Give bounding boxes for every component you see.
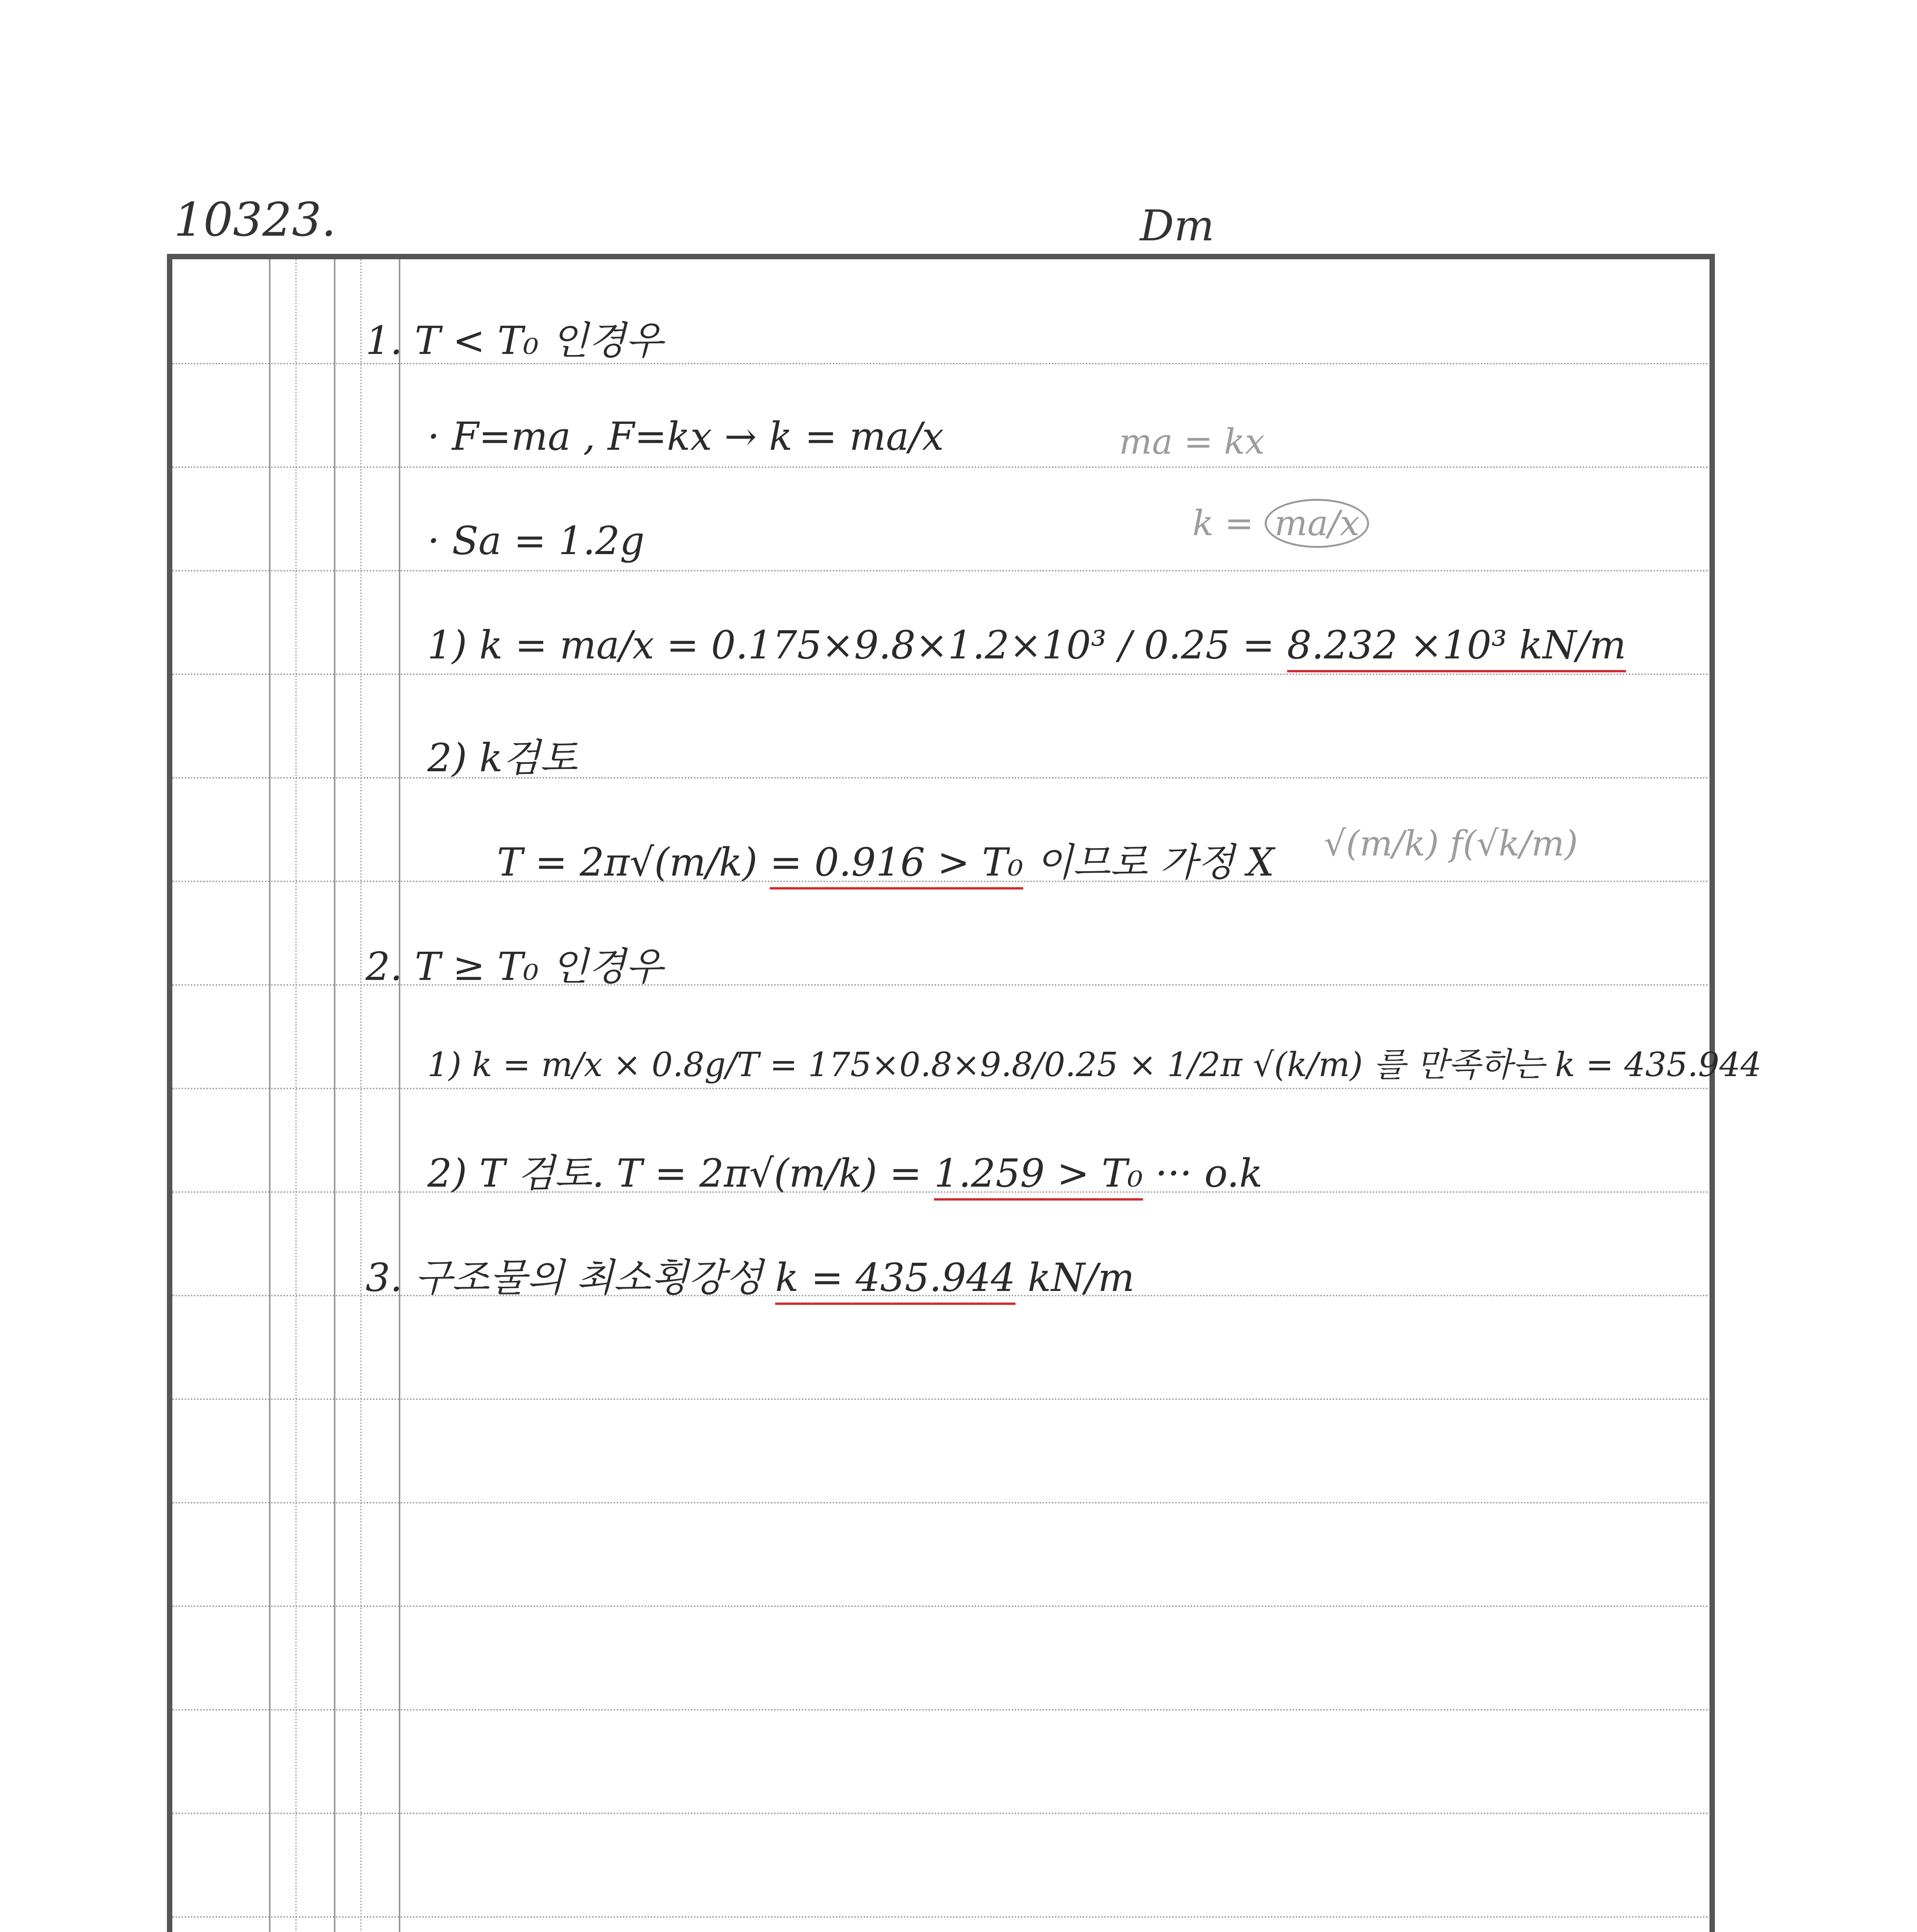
circled-formula: ma/x xyxy=(1265,499,1369,548)
answer-sheet xyxy=(167,254,1762,1932)
ruled-line xyxy=(172,1398,1709,1400)
underlined-result: = 0.916 > T₀ xyxy=(770,840,1023,889)
answer-line xyxy=(427,1142,1263,1198)
answer-line xyxy=(366,935,663,991)
line-text: 2) T 검토. T = 2π√(m/k) = xyxy=(427,1151,922,1196)
ruled-line xyxy=(172,1502,1709,1503)
ruled-line xyxy=(172,673,1709,675)
answer-line xyxy=(366,1247,1135,1302)
answer-line xyxy=(497,831,1274,887)
ruled-line xyxy=(172,1916,1709,1918)
margin-line xyxy=(295,259,297,1932)
underlined-result: 1.259 > T₀ xyxy=(934,1151,1143,1201)
line-tail: kN/m xyxy=(1027,1255,1135,1300)
ruled-line xyxy=(172,1605,1709,1607)
line-text: 1) k = ma/x = 0.175×9.8×1.2×10³ / 0.25 = xyxy=(427,622,1275,668)
exam-number: 10323. xyxy=(174,193,336,247)
rater-mark: Dm xyxy=(1140,201,1214,250)
line-tail: 이므로 가정 X xyxy=(1035,840,1274,885)
margin-line xyxy=(399,259,400,1932)
line-text: · F=ma , F=kx → k = ma/x xyxy=(427,414,944,459)
answer-line xyxy=(427,622,1626,668)
line-text: 1. T < T₀ 인경우 xyxy=(366,318,663,363)
margin-line xyxy=(334,259,335,1932)
margin-line xyxy=(269,259,270,1932)
scratch-note: √(m/k) f(√k/m) xyxy=(1324,823,1578,864)
answer-line xyxy=(427,1038,1762,1086)
scratch-note: ma = kx xyxy=(1119,422,1265,462)
answer-line xyxy=(366,310,663,365)
answer-line xyxy=(427,518,645,563)
line-text: 2) k검토 xyxy=(427,735,578,781)
line-tail: ··· o.k xyxy=(1155,1151,1263,1196)
answer-line xyxy=(427,414,944,459)
ruled-line xyxy=(172,1813,1709,1814)
ruled-line xyxy=(172,1088,1709,1089)
line-text: 3. 구조물의 최소횡강성 xyxy=(366,1255,763,1300)
ruled-line xyxy=(172,570,1709,571)
scratch-note xyxy=(1192,499,1369,548)
line-text: T = 2π√(m/k) xyxy=(497,840,758,885)
line-text: 1) k = m/x × 0.8g/T = 175×0.8×9.8/0.25 × 1/2π √(k/m) 를 만족하는 k = 435.944 xyxy=(427,1046,1762,1084)
line-text: · Sa = 1.2g xyxy=(427,518,645,563)
answer-line xyxy=(427,727,577,782)
ruled-line xyxy=(172,777,1709,779)
scratch-prefix: k = xyxy=(1192,503,1254,544)
ruled-line xyxy=(172,1709,1709,1711)
underlined-result: 8.232 ×10³ kN/m xyxy=(1287,622,1626,672)
ruled-line xyxy=(172,466,1709,468)
underlined-result: k = 435.944 xyxy=(775,1255,1015,1305)
line-text: 2. T ≥ T₀ 인경우 xyxy=(366,944,663,989)
margin-line xyxy=(360,259,362,1932)
